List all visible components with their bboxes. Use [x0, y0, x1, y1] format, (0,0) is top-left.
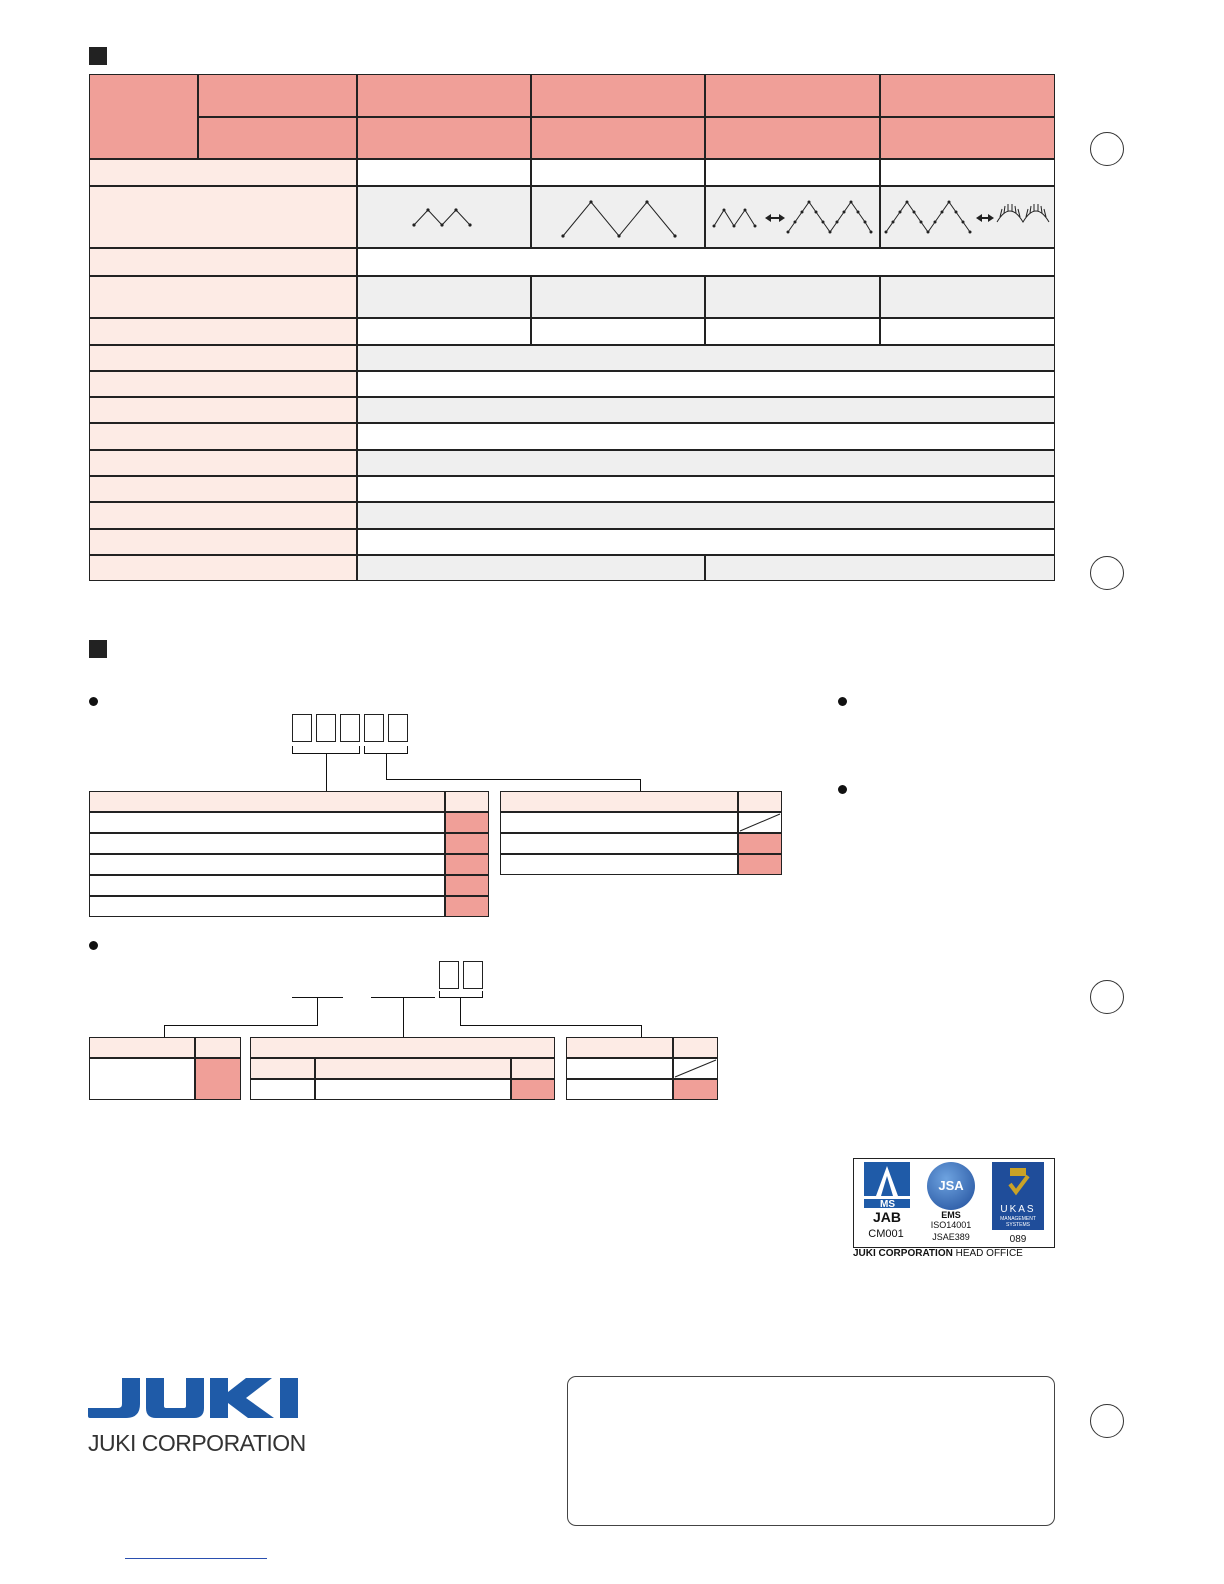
table-header-model: [705, 74, 880, 117]
row-label: [89, 159, 357, 186]
option-row-code: [445, 812, 489, 833]
option-row-label: [500, 854, 738, 875]
row-value: [357, 397, 1055, 423]
option-row-code: [511, 1079, 555, 1100]
jsa-scope: EMS: [941, 1210, 961, 1220]
jsa-standard: ISO14001: [930, 1220, 972, 1230]
jab-code: CM001: [868, 1228, 904, 1240]
row-value: [357, 318, 531, 345]
distributor-address-box: [567, 1376, 1055, 1526]
connector-line: [641, 1025, 642, 1037]
row-value: [705, 159, 880, 186]
connector-line: [326, 754, 327, 791]
row-label: [89, 397, 357, 423]
row-value: [357, 423, 1055, 450]
option-row-label: [500, 812, 738, 833]
row-value: [357, 476, 1055, 502]
certification-caption: [853, 1248, 1073, 1259]
row-value: [880, 276, 1055, 318]
row-label: [89, 476, 357, 502]
section-marker-specifications: [89, 47, 107, 65]
connector-line: [317, 998, 318, 1026]
row-value: [357, 450, 1055, 476]
stitch-pattern-zigzag-small: [357, 186, 531, 248]
model-code-box: [316, 714, 336, 742]
option-row-code: [445, 896, 489, 917]
row-value: [531, 318, 705, 345]
juki-logo: [88, 1378, 310, 1418]
company-name: JUKI CORPORATION: [88, 1430, 306, 1456]
option-row-code: [445, 875, 489, 896]
option-header-code: [445, 791, 489, 812]
option-row-code: [738, 833, 782, 854]
option-row-code: [195, 1058, 241, 1100]
model-code-box: [292, 714, 312, 742]
row-value: [357, 345, 1055, 371]
jsa-code: JSAE389: [932, 1232, 970, 1242]
option-header-label: [500, 791, 738, 812]
option-subheader: [511, 1058, 555, 1079]
row-value: [357, 248, 1055, 276]
jsa-logo: JSA: [927, 1162, 975, 1210]
row-label: [89, 345, 357, 371]
option-header-code: [673, 1037, 718, 1058]
row-value: [880, 159, 1055, 186]
stitch-pattern-zigzag-to-three-step: [705, 186, 880, 248]
connector-line: [403, 998, 404, 1037]
not-applicable-slash: [738, 812, 782, 833]
connector-line: [386, 779, 641, 780]
option-row-label: [315, 1079, 511, 1100]
connector-line: [640, 779, 641, 791]
connector-line: [460, 998, 461, 1026]
option-row-label: [566, 1079, 673, 1100]
option-row-code: [738, 854, 782, 875]
connector-line: [386, 754, 387, 780]
table-header-corner: [89, 74, 198, 159]
stitch-pattern-three-step-to-scallop: [880, 186, 1055, 248]
circle-icon: [1090, 980, 1124, 1014]
table-header-model: [357, 117, 531, 159]
connector-line: [164, 1025, 318, 1026]
connector-line: [460, 1025, 642, 1026]
model-code-box: [439, 961, 459, 989]
circle-icon: [1090, 1404, 1124, 1438]
option-row-label: [566, 1058, 673, 1079]
model-code-box: [388, 714, 408, 742]
row-label: [89, 248, 357, 276]
row-value: [357, 529, 1055, 555]
table-header-model: [880, 117, 1055, 159]
option-row-label: [89, 1058, 195, 1100]
code-bracket: [439, 991, 483, 998]
row-label: [89, 529, 357, 555]
row-label: [89, 555, 357, 581]
circle-icon: [1090, 556, 1124, 590]
row-value: [357, 371, 1055, 397]
connector-line: [164, 1025, 165, 1037]
bullet-dot-icon: [838, 697, 847, 706]
table-header-model: [531, 117, 705, 159]
table-header-model: [880, 74, 1055, 117]
code-bracket: [292, 746, 360, 754]
row-label: [89, 276, 357, 318]
table-header-model: [705, 117, 880, 159]
table-header-model: [531, 74, 705, 117]
option-header-code: [738, 791, 782, 812]
option-row-label: [89, 896, 445, 917]
svg-text:MS: MS: [880, 1199, 895, 1208]
row-label: [89, 450, 357, 476]
option-row-label: [89, 812, 445, 833]
row-label: [89, 318, 357, 345]
ukas-logo: UKAS MANAGEMENT SYSTEMS: [992, 1162, 1044, 1230]
option-row-label: [500, 833, 738, 854]
ukas-code: 089: [1009, 1234, 1027, 1245]
row-value: [531, 159, 705, 186]
row-value: [705, 276, 880, 318]
option-subheader: [315, 1058, 511, 1079]
table-header-model: [357, 74, 531, 117]
bullet-dot-icon: [838, 785, 847, 794]
row-value: [531, 276, 705, 318]
option-row-code: [445, 854, 489, 875]
option-header-label: [89, 1037, 195, 1058]
model-code-box: [340, 714, 360, 742]
option-header-code: [195, 1037, 241, 1058]
row-value: [705, 318, 880, 345]
row-value: [357, 502, 1055, 529]
row-label: [89, 186, 357, 248]
option-row-label: [89, 854, 445, 875]
option-header-label: [250, 1037, 555, 1058]
bullet-dot-icon: [89, 941, 98, 950]
table-header-label: [198, 117, 357, 159]
option-header-label: [566, 1037, 673, 1058]
row-value: [357, 555, 705, 581]
bullet-dot-icon: [89, 697, 98, 706]
jab-name: JAB: [872, 1209, 901, 1225]
row-label: [89, 502, 357, 529]
option-header-label: [89, 791, 445, 812]
not-applicable-slash: [673, 1058, 718, 1079]
row-value: [357, 276, 531, 318]
option-subheader: [250, 1058, 315, 1079]
option-row-code: [445, 833, 489, 854]
section-marker-model-designation: [89, 640, 107, 658]
stitch-pattern-zigzag-large: [531, 186, 705, 248]
option-row-label: [89, 833, 445, 854]
jab-ms-logo: [864, 1162, 910, 1208]
row-value: [357, 159, 531, 186]
option-row-label: [250, 1079, 315, 1100]
row-value: [705, 555, 1055, 581]
certification-caption-rest: HEAD OFFICE: [955, 1248, 1023, 1259]
option-row-label: [89, 875, 445, 896]
row-label: [89, 371, 357, 397]
row-label: [89, 423, 357, 450]
option-row-code: [673, 1079, 718, 1100]
model-code-box: [463, 961, 483, 989]
certification-caption-bold: JUKI CORPORATION: [853, 1248, 953, 1259]
circle-icon: [1090, 132, 1124, 166]
table-header-label: [198, 74, 357, 117]
model-code-box: [364, 714, 384, 742]
code-bracket: [364, 746, 408, 754]
footer-link-underline[interactable]: [125, 1558, 267, 1559]
row-value: [880, 318, 1055, 345]
